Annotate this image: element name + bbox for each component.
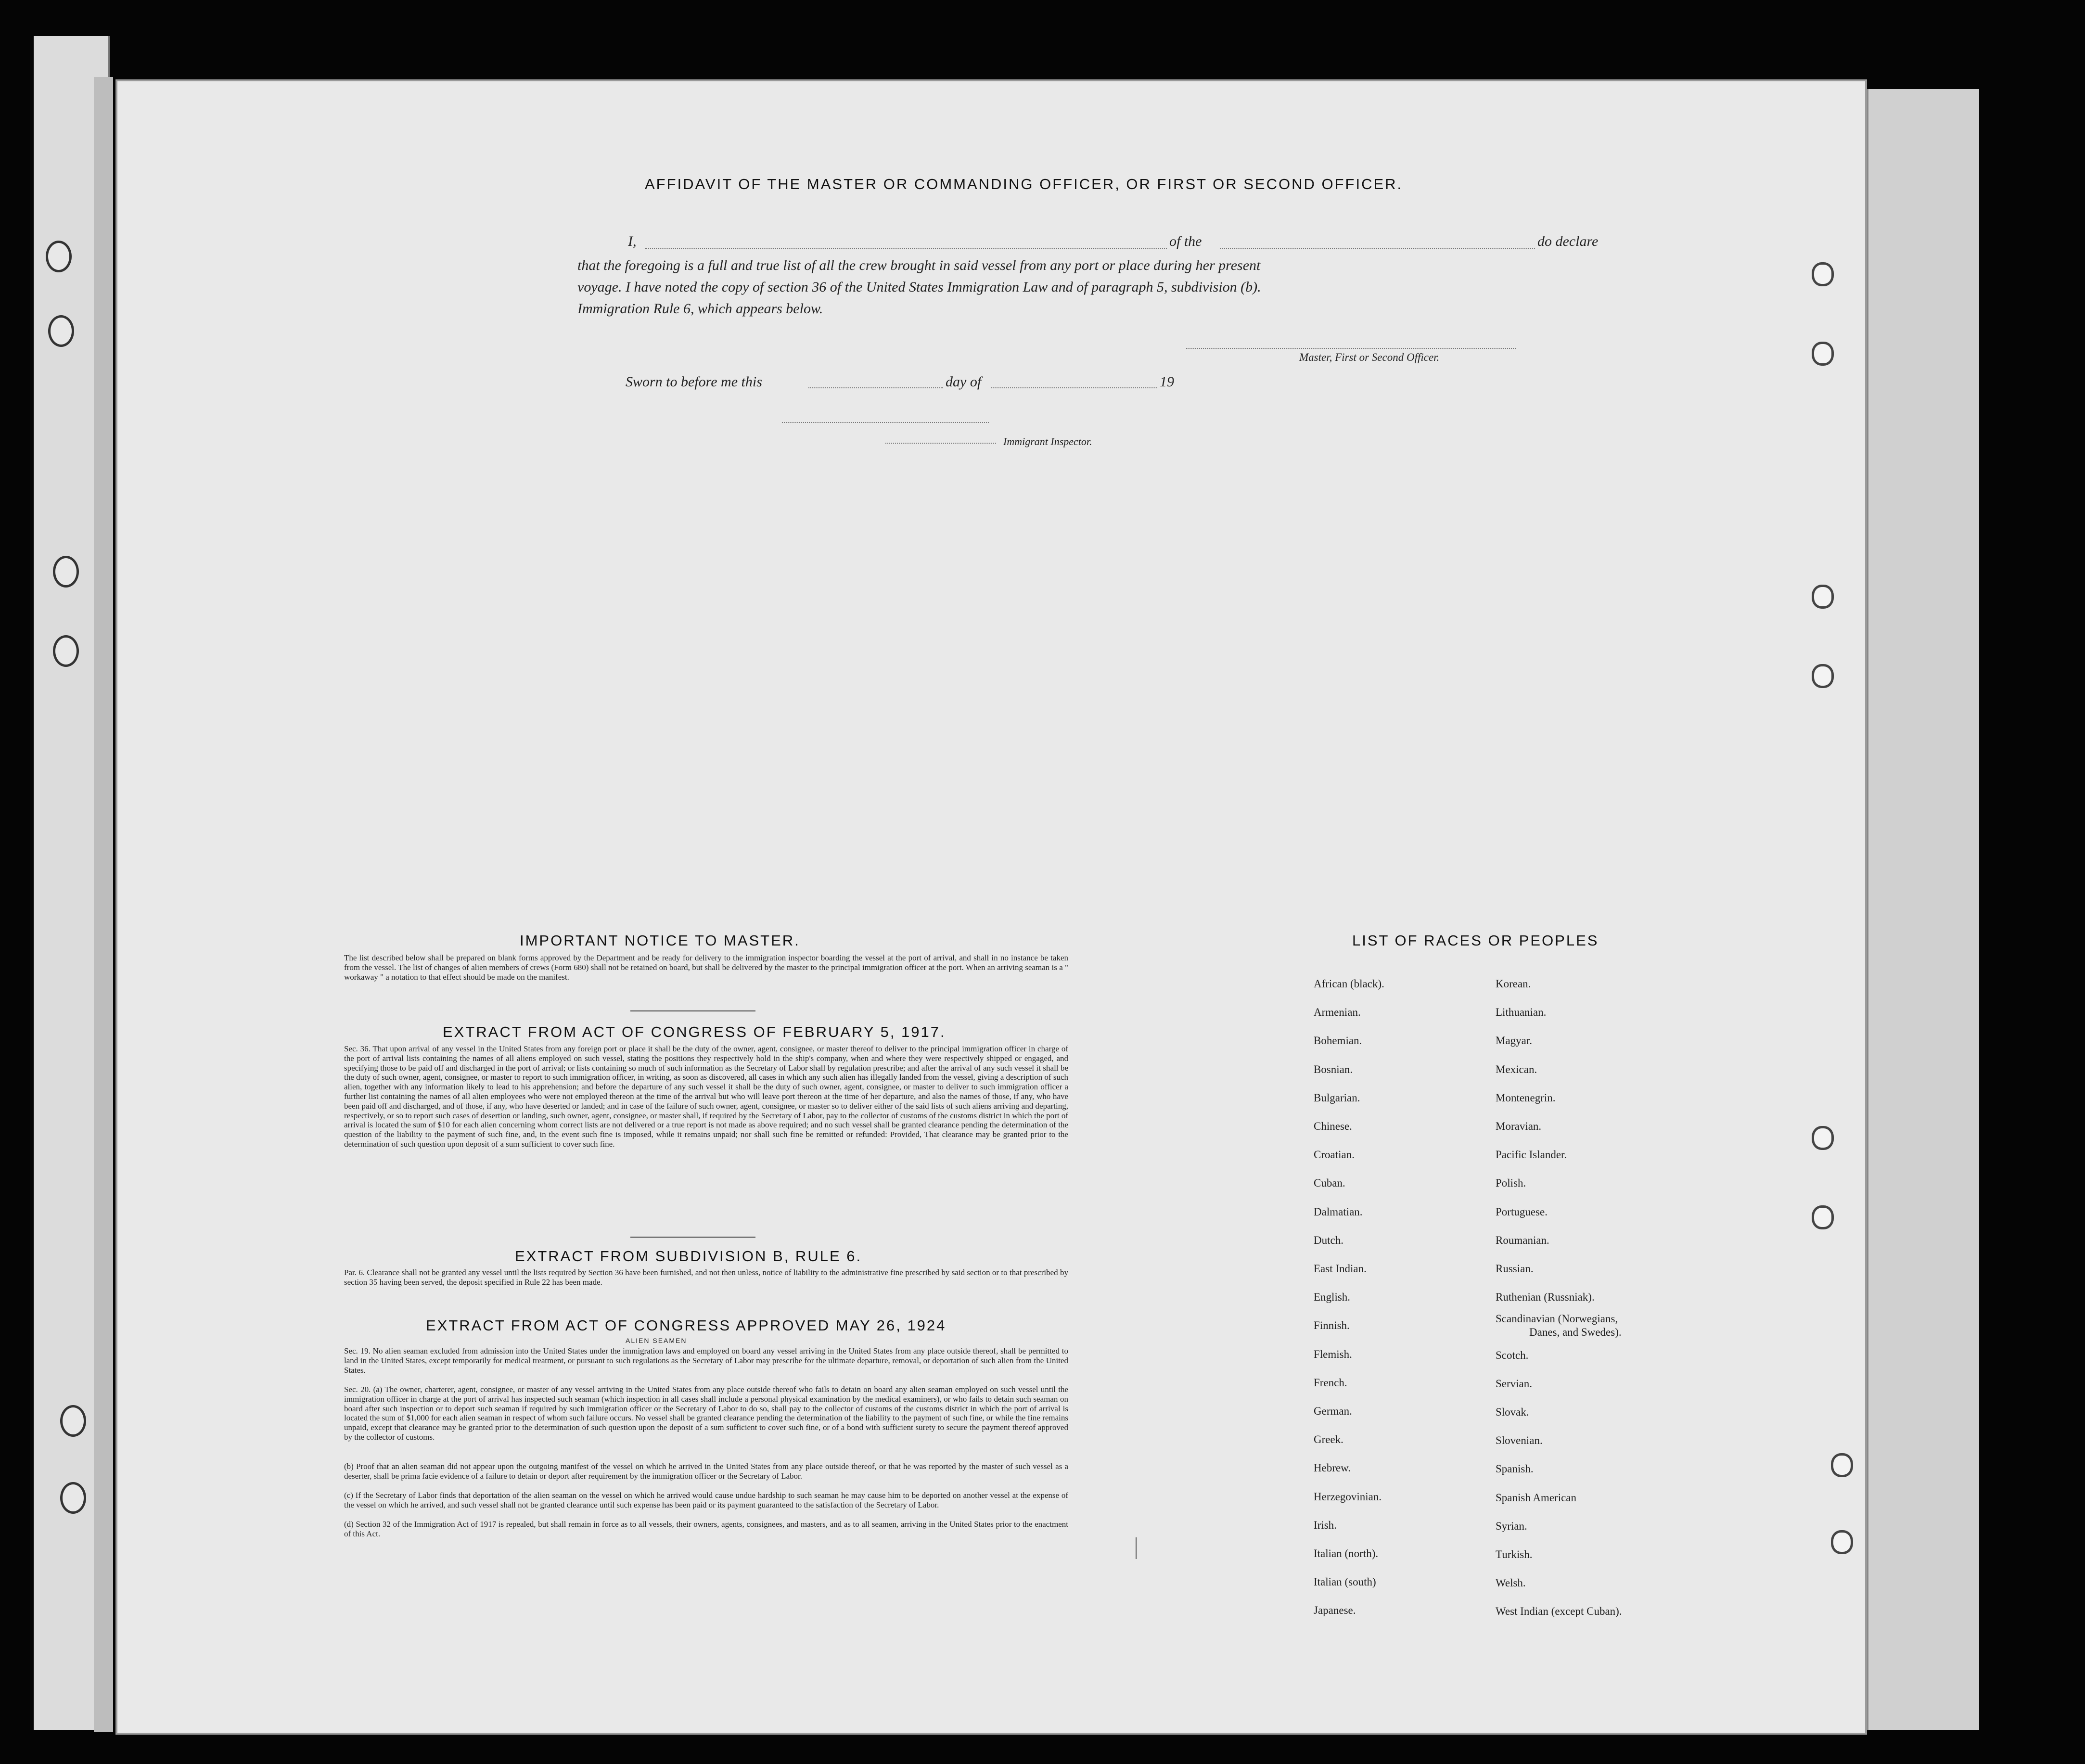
race-item: Portuguese. — [1496, 1205, 1548, 1218]
page-punch-hole — [1812, 585, 1834, 609]
race-item: Bosnian. — [1314, 1063, 1353, 1075]
inspector-caption: Immigrant Inspector. — [1003, 435, 1092, 447]
race-item: Italian (south) — [1314, 1576, 1376, 1588]
race-item: Chinese. — [1314, 1120, 1352, 1133]
race-item: French. — [1314, 1376, 1347, 1389]
race-item: Greek. — [1314, 1433, 1343, 1446]
sworn-month-field[interactable] — [991, 387, 1157, 388]
section-divider — [630, 1237, 755, 1238]
extract-rule6-text: Par. 6. Clearance shall not be granted any vessel until the lists required by Section 36 have been furnished, and not then unless, notice of liability to the administrative fine prescribed by said section or to that prescribed by section 35 having been served, the deposit specified in Rule 22 has been made. — [344, 1268, 1068, 1287]
race-item: East Indian. — [1314, 1263, 1367, 1275]
extract-1924-sec20a: Sec. 20. (a) The owner, charterer, agent, consignee, or master of any vessel arriving in the United States from any place outside thereof who fails to detain on board any alien seaman employed on such vessel until the immigration officer in charge at the port of arrival has inspected such seaman (which inspection in all cases shall include a personal physical examination by the medical examiners), or who fails to detain such seaman on board after such inspection or to deport such seaman if required by such immigration officer or the Secretary of Labor to do so, shall pay to the collector of customs of the customs district in which the port of arrival is located the sum of $1,000 for each alien seaman in respect of whom such failure occurs. No vessel shall be granted clearance pending the determination of the liability to the payment of such fine, or while the fine remains unpaid, except that clearance may be granted prior to the determination of such question upon the deposit of a sum sufficient to cover such fine, or of a bond with sufficient surety to secure the payment thereof approved by the collector of customs. — [344, 1385, 1068, 1442]
races-title: LIST OF RACES OR PEOPLES — [1352, 932, 1599, 949]
extract-1924-subtitle: ALIEN SEAMEN — [626, 1337, 687, 1344]
page-punch-hole — [1812, 1205, 1834, 1229]
race-item: Spanish. — [1496, 1463, 1534, 1475]
race-item: Roumanian. — [1496, 1234, 1549, 1246]
affidavit-line-2: that the foregoing is a full and true list of all the crew brought in said vessel from any port or place during her present — [577, 257, 1261, 273]
affidavit-of-the: of the — [1169, 233, 1202, 249]
binder-hole — [53, 556, 79, 588]
binder-hole — [53, 635, 79, 667]
page-punch-hole — [1831, 1530, 1853, 1554]
race-item: Slovenian. — [1496, 1434, 1543, 1447]
extract-1924-sec19: Sec. 19. No alien seaman excluded from admission into the United States under the immigration laws and employed on board any vessel arriving in the United States from any place outside thereof, shall be permitted to land in the United States, except temporarily for medical treatment, or pursuant to such regulations as the Secretary of Labor may prescribe for the ultimate departure, removal, or deportation of such alien from the United States. — [344, 1346, 1068, 1375]
page-punch-hole — [1812, 664, 1834, 688]
underlying-sheet-edge — [1867, 89, 1979, 1730]
page-punch-hole — [1812, 342, 1834, 366]
race-item: Magyar. — [1496, 1035, 1533, 1047]
race-item: West Indian (except Cuban). — [1496, 1605, 1622, 1618]
officer-signature-field[interactable] — [1186, 348, 1516, 349]
race-item: Moravian. — [1496, 1120, 1542, 1133]
race-item: Scandinavian (Norwegians, — [1496, 1313, 1618, 1325]
race-item: Armenian. — [1314, 1006, 1361, 1019]
affidavit-title: AFFIDAVIT OF THE MASTER OR COMMANDING OFFICER, OR FIRST OR SECOND OFFICER. — [645, 176, 1403, 192]
inspector-signature-underline — [885, 443, 996, 444]
race-item: Croatian. — [1314, 1149, 1355, 1161]
race-item: English. — [1314, 1291, 1351, 1304]
binder-hole — [60, 1482, 86, 1514]
sworn-text: Sworn to before me this — [626, 374, 762, 390]
race-item: Japanese. — [1314, 1604, 1356, 1617]
race-item: Hebrew. — [1314, 1462, 1351, 1474]
section-divider — [630, 1010, 755, 1011]
race-item: Mexican. — [1496, 1063, 1537, 1075]
inspector-signature-field[interactable] — [782, 422, 989, 423]
race-item: Pacific Islander. — [1496, 1149, 1567, 1161]
extract-1924-sec20b: (b) Proof that an alien seaman did not appear upon the outgoing manifest of the vessel on which he arrived in the United States from any place outside thereof, or that he was reported by the master of such vessel as a deserter, shall be prima facie evidence of a failure to detain or deport after requirement by the immigration officer or the Secretary of Labor. — [344, 1462, 1068, 1481]
extract-1924-sec20c: (c) If the Secretary of Labor finds that deportation of the alien seaman on the vessel on which he arrived would cause undue hardship to such seaman he may cause him to be deported on another vessel at the expense of the vessel on which he arrived, and such vessel shall not be granted clearance until such expense has been paid or its payment guaranteed to the satisfaction of the Secretary of Labor. — [344, 1491, 1068, 1509]
race-item: Irish. — [1314, 1519, 1337, 1531]
binder-hole — [48, 315, 74, 347]
race-item: Flemish. — [1314, 1348, 1352, 1360]
notice-text: The list described below shall be prepared on blank forms approved by the Department and be ready for delivery to the immigration inspector boarding the vessel at the port of arrival, and shall in no instance be taken from the vessel. The list of changes of alien members of crews (Form 680) shall not be retained on board, but shall be delivered by the master to the principal immigration officer at the port. When an arriving seaman is a " workaway " a notation to that effect should be made on the manifest. — [344, 953, 1068, 982]
notice-title: IMPORTANT NOTICE TO MASTER. — [520, 932, 800, 949]
affidavit-i: I, — [628, 233, 637, 249]
race-item-multiline — [1496, 1311, 1622, 1341]
extract-1917-title: EXTRACT FROM ACT OF CONGRESS OF FEBRUARY 5, 1917. — [443, 1023, 946, 1040]
races-right-column — [1496, 970, 1622, 1626]
race-item: Montenegrin. — [1496, 1091, 1556, 1104]
race-item: Spanish American — [1496, 1491, 1576, 1504]
affidavit-form-page — [115, 79, 1867, 1735]
affidavit-line-4: Immigration Rule 6, which appears below. — [577, 301, 823, 317]
race-item: Scotch. — [1496, 1349, 1529, 1361]
race-item: Herzegovinian. — [1314, 1490, 1382, 1503]
extract-rule6-title: EXTRACT FROM SUBDIVISION B, RULE 6. — [515, 1248, 862, 1265]
binding-edge — [94, 77, 113, 1732]
day-of-text: day of — [946, 374, 982, 390]
page-punch-hole — [1812, 262, 1834, 286]
race-item: Danes, and Swedes). — [1529, 1326, 1622, 1339]
race-item: Italian (north). — [1314, 1547, 1379, 1560]
race-item: Bohemian. — [1314, 1035, 1362, 1047]
race-item: Dutch. — [1314, 1234, 1343, 1246]
year-prefix: 19 — [1160, 374, 1174, 390]
race-item: Korean. — [1496, 978, 1531, 990]
extract-1924-title: EXTRACT FROM ACT OF CONGRESS APPROVED MAY 26, 1924 — [426, 1317, 947, 1334]
extract-1924-sec20d: (d) Section 32 of the Immigration Act of 1917 is repealed, but shall remain in force as to all vessels, their owners, agents, consignees, and masters, and as to all seamen, arriving in the United States prior to the enactment of this Act. — [344, 1520, 1068, 1538]
extract-1917-text: Sec. 36. That upon arrival of any vessel in the United States from any foreign port or place it shall be the duty of the owner, agent, consignee, or master thereof to deliver to the principal immigration officer in charge of the port of arrival lists containing the names of all aliens employed on such vessel, stating the positions they respectively hold in the ship's company, when and where they were respectively shipped or engaged, and specifying those to be paid off and discharged in the port of arrival; or lists containing so much of such information as the Secretary of Labor shall by regulation prescribe; and after the arrival of any such vessel it shall be the duty of such owner, agent, consignee, or master to report to such immigration officer, in writing, as soon as discovered, all cases in which any such alien has illegally landed from the vessel, giving a description of such alien, together with any information likely to lead to his apprehension; and before the departure of any such vessel it shall be the duty of such owner, agent, consignee, or master to deliver to such immigration officer a further list containing the names of all alien employees who were not employed thereon at the time of the arrival but who will leave port thereon at the time of her departure, and also the names of those, if any, who have been paid off and discharged, and of those, if any, who have deserted or landed; and in case of the failure of such owner, agent, consignee, or master so to deliver either of the said lists of such aliens arriving and departing, respectively, or so to report such cases of desertion or landing, such owner, agent, consignee, or master shall, if required by the Secretary of Labor, pay to the collector of customs of the customs district in which the port of arrival is located the sum of $10 for each alien concerning whom correct lists are not delivered or a true report is not made as above required; and no such vessel shall be granted clearance pending the determination of the question of the liability to the payment of such fine, and, in the event such fine is imposed, while it remains unpaid; nor shall such fine be remitted or refunded: Provided, That clearance may be granted prior to the determination of such question upon deposit of a sum sufficient to cover such fine. — [344, 1044, 1068, 1149]
race-item: Bulgarian. — [1314, 1091, 1360, 1104]
affidavit-do-declare: do declare — [1537, 233, 1599, 249]
affidavit-line-3: voyage. I have noted the copy of section 36 of the United States Immigration Law and of paragraph 5, subdivision (b). — [577, 279, 1261, 295]
master-name-field[interactable] — [645, 248, 1167, 249]
binder-hole — [46, 241, 72, 272]
race-item: Turkish. — [1496, 1548, 1533, 1561]
race-item: Lithuanian. — [1496, 1006, 1547, 1019]
race-item: African (black). — [1314, 978, 1384, 990]
ink-mark — [1136, 1537, 1137, 1559]
sworn-day-field[interactable] — [808, 387, 943, 388]
race-item: Ruthenian (Russniak). — [1496, 1291, 1595, 1304]
race-item: Russian. — [1496, 1263, 1534, 1275]
race-item: Syrian. — [1496, 1520, 1527, 1532]
vessel-name-field[interactable] — [1220, 248, 1535, 249]
page-punch-hole — [1812, 1126, 1834, 1150]
race-item: Welsh. — [1496, 1577, 1526, 1589]
page-punch-hole — [1831, 1453, 1853, 1477]
binder-hole — [60, 1405, 86, 1437]
race-item: Finnish. — [1314, 1319, 1350, 1332]
race-item: Cuban. — [1314, 1177, 1345, 1189]
races-left-column — [1314, 970, 1384, 1625]
race-item: Polish. — [1496, 1177, 1526, 1189]
race-item: Servian. — [1496, 1377, 1533, 1390]
race-item: Dalmatian. — [1314, 1205, 1363, 1218]
race-item: German. — [1314, 1405, 1352, 1418]
race-item: Slovak. — [1496, 1406, 1529, 1419]
signature-caption: Master, First or Second Officer. — [1299, 351, 1440, 363]
